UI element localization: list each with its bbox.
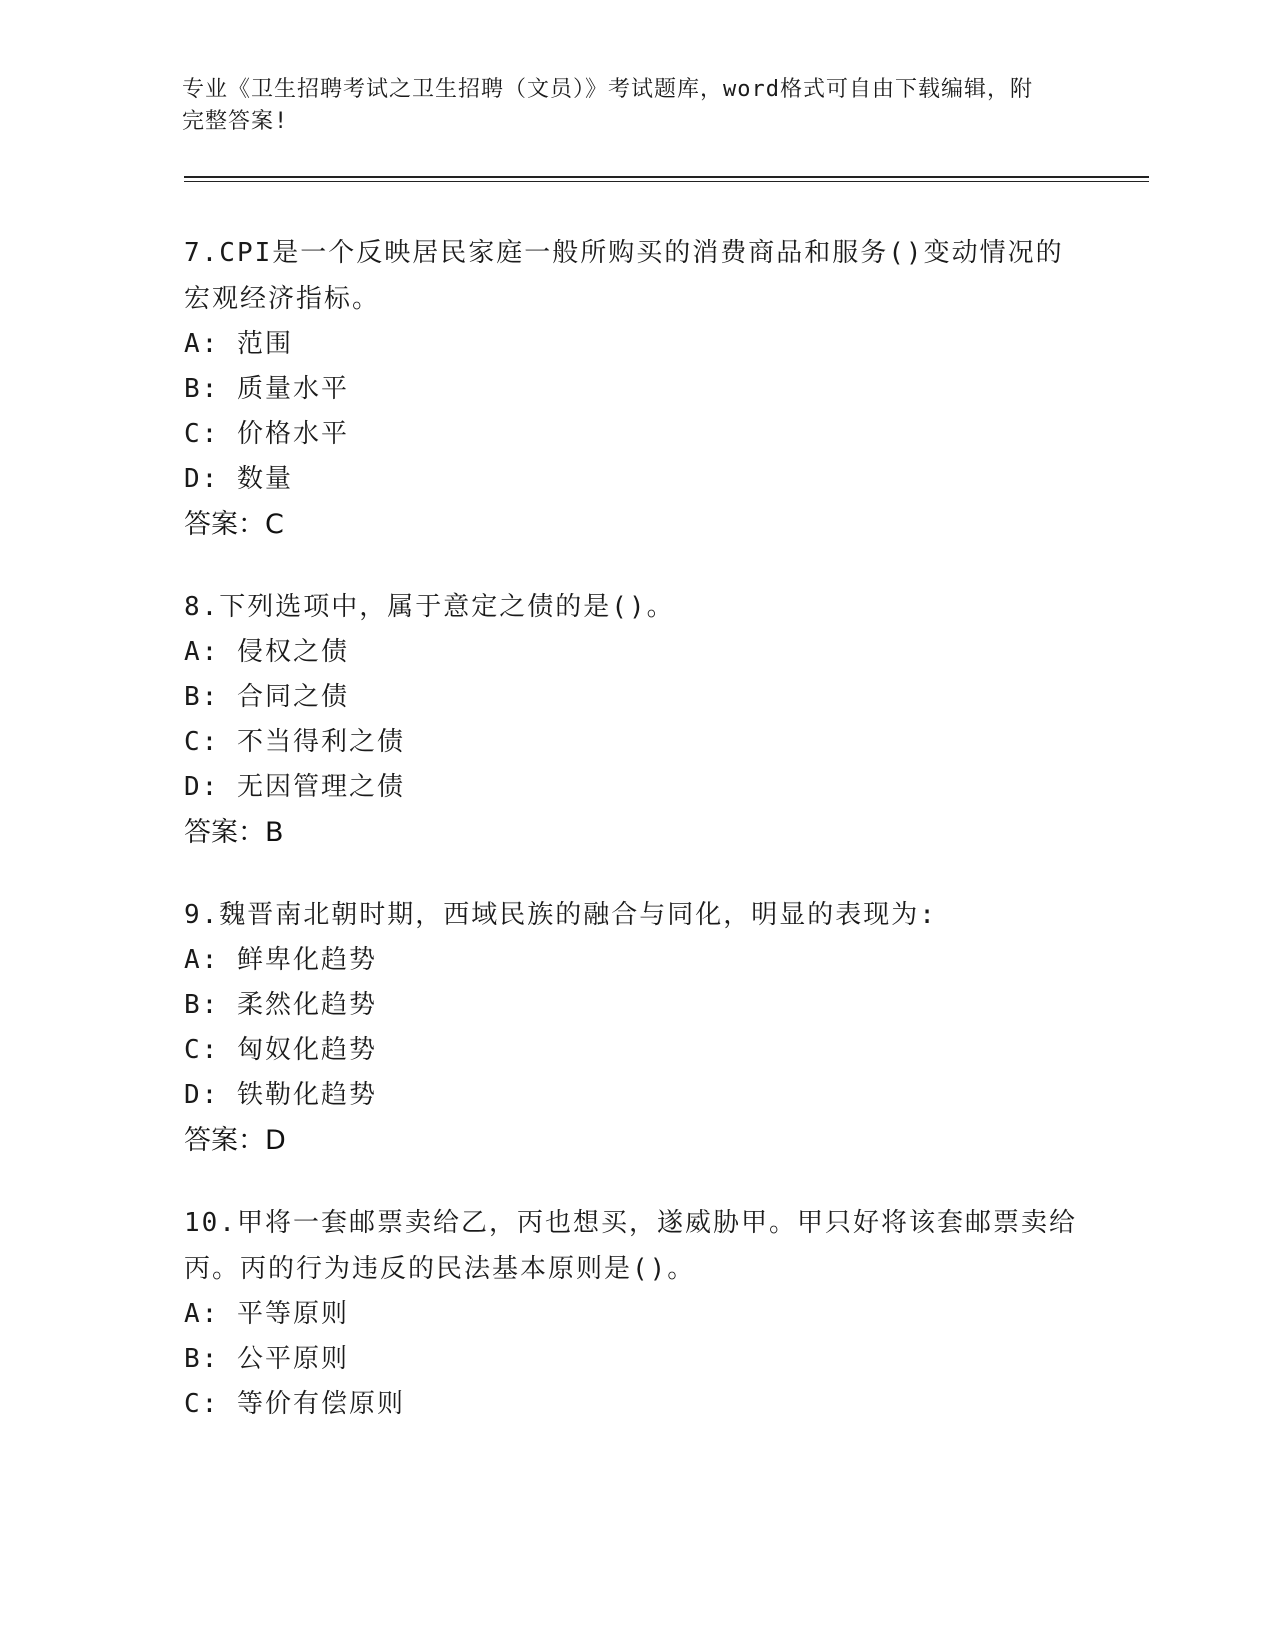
option-d: D: 无因管理之债 [184,772,405,802]
option-b: B: 公平原则 [184,1344,349,1374]
question-text: 8.下列选项中，属于意定之债的是()。 [184,592,675,622]
header-text: 专业《卫生招聘考试之卫生招聘（文员）》考试题库，word格式可自由下载编辑，附完整答案! [182,77,1033,134]
option-b: B: 质量水平 [184,374,349,404]
question-text: 9.魏晋南北朝时期，西域民族的融合与同化，明显的表现为: [184,900,937,930]
answer-label: 答案：C [184,509,284,540]
question-10 [184,1200,1084,1427]
option-d: D: 数量 [184,464,293,494]
question-text: 7.CPI是一个反映居民家庭一般所购买的消费商品和服务()变动情况的宏观经济指标。 [184,238,1064,314]
option-d: D: 铁勒化趋势 [184,1080,377,1110]
answer-label: 答案：D [184,1125,286,1156]
question-8 [184,584,1084,856]
option-b: B: 柔然化趋势 [184,990,377,1020]
option-a: A: 平等原则 [184,1299,349,1329]
option-c: C: 不当得利之债 [184,727,405,757]
question-list [184,230,1084,1463]
option-b: B: 合同之债 [184,682,349,712]
option-a: A: 鲜卑化趋势 [184,945,377,975]
option-c: C: 价格水平 [184,419,349,449]
option-a: A: 范围 [184,329,293,359]
header-rule-thick [184,176,1149,178]
option-c: C: 匈奴化趋势 [184,1035,377,1065]
question-text: 10.甲将一套邮票卖给乙，丙也想买，遂威胁甲。甲只好将该套邮票卖给丙。丙的行为违反的民法基本原则是()。 [184,1208,1077,1284]
question-7 [184,230,1084,548]
header-rule-thin [184,181,1149,182]
option-c: C: 等价有偿原则 [184,1389,405,1419]
option-a: A: 侵权之债 [184,637,349,667]
answer-label: 答案：B [184,817,284,848]
question-9 [184,892,1084,1164]
